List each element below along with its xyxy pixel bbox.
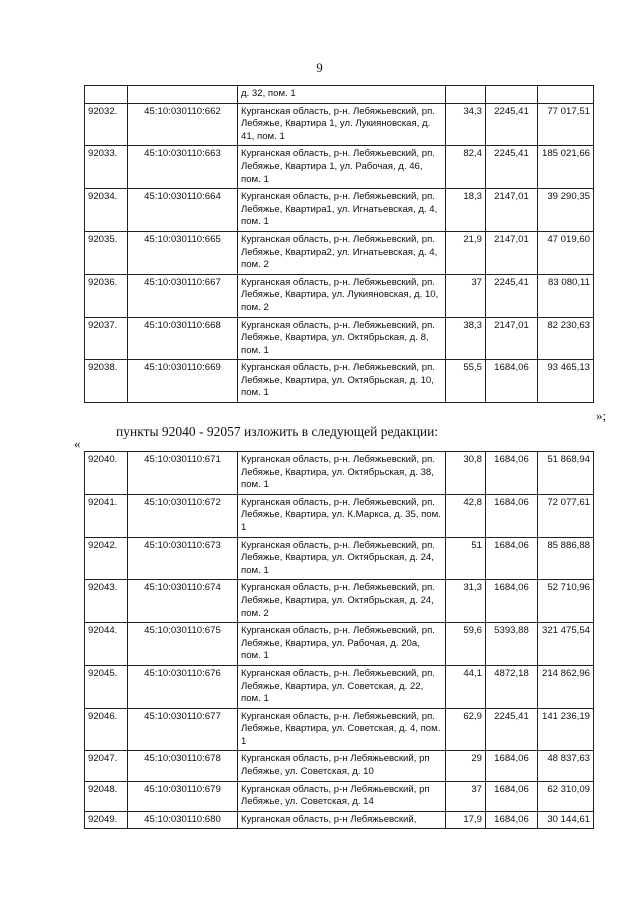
row-number-cell: 92037. — [85, 317, 128, 360]
cadastral-number-cell: 45:10:030110:673 — [128, 537, 238, 580]
table-row — [85, 781, 594, 811]
address-cell: Курганская область, р-н Лебяжьевский, рп Лебяжье, ул. Советская, д. 10 — [238, 751, 446, 781]
table-row — [85, 86, 594, 104]
specific-value-cell: 2245,41 — [486, 274, 538, 317]
table-row — [85, 708, 594, 751]
row-number-cell: 92046. — [85, 708, 128, 751]
table-row — [85, 623, 594, 666]
address-cell: Курганская область, р-н Лебяжьевский, рп Лебяжье, ул. Советская, д. 14 — [238, 781, 446, 811]
address-cell: Курганская область, р-н. Лебяжьевский, рп. Лебяжье, Квартира, ул. Лукияновская, д. 10, пом. 2 — [238, 274, 446, 317]
specific-value-cell: 5393,88 — [486, 623, 538, 666]
row-number-cell: 92042. — [85, 537, 128, 580]
address-cell: Курганская область, р-н. Лебяжьевский, рп. Лебяжье, Квартира, ул. Октябрьская, д. 8, пом. 1 — [238, 317, 446, 360]
cadastral-value-cell: 82 230,63 — [538, 317, 594, 360]
area-cell: 30,8 — [446, 452, 486, 495]
row-number-cell: 92036. — [85, 274, 128, 317]
cadastral-number-cell: 45:10:030110:664 — [128, 189, 238, 232]
address-cell: Курганская область, р-н. Лебяжьевский, рп. Лебяжье, Квартира, ул. Советская, д. 22, пом. 1 — [238, 665, 446, 708]
cadastral-number-cell: 45:10:030110:671 — [128, 452, 238, 495]
address-cell: Курганская область, р-н. Лебяжьевский, рп. Лебяжье, Квартира, ул. Октябрьская, д. 24, пом. 1 — [238, 537, 446, 580]
cadastral-value-cell: 72 077,61 — [538, 494, 594, 537]
cadastral-number-cell: 45:10:030110:675 — [128, 623, 238, 666]
address-cell: Курганская область, р-н. Лебяжьевский, рп. Лебяжье, Квартира 1, ул. Рабочая, д. 46, пом. 1 — [238, 146, 446, 189]
table-row — [85, 274, 594, 317]
cadastral-number-cell: 45:10:030110:663 — [128, 146, 238, 189]
cadastral-number-cell: 45:10:030110:668 — [128, 317, 238, 360]
specific-value-cell: 2245,41 — [486, 146, 538, 189]
area-cell: 34,3 — [446, 103, 486, 146]
cadastral-value-cell: 214 862,96 — [538, 665, 594, 708]
cadastral-value-cell: 52 710,96 — [538, 580, 594, 623]
table-row — [85, 751, 594, 781]
address-cell: Курганская область, р-н Лебяжьевский, — [238, 811, 446, 829]
area-cell: 42,8 — [446, 494, 486, 537]
row-number-cell: 92041. — [85, 494, 128, 537]
cadastral-value-cell: 51 868,94 — [538, 452, 594, 495]
row-number-cell: 92032. — [85, 103, 128, 146]
address-cell: Курганская область, р-н. Лебяжьевский, рп. Лебяжье, Квартира, ул. Советская, д. 4, пом. 1 — [238, 708, 446, 751]
cadastral-value-cell: 77 017,51 — [538, 103, 594, 146]
address-cell: Курганская область, р-н. Лебяжьевский, рп. Лебяжье, Квартира, ул. Октябрьская, д. 10, пом. 1 — [238, 360, 446, 403]
cadastral-number-cell: 45:10:030110:676 — [128, 665, 238, 708]
opening-quote: « — [74, 436, 81, 451]
cadastral-value-cell: 83 080,11 — [538, 274, 594, 317]
row-number-cell: 92034. — [85, 189, 128, 232]
bottom-registry-table — [84, 451, 594, 829]
cadastral-value-cell: 48 837,63 — [538, 751, 594, 781]
cadastral-value-cell: 85 886,88 — [538, 537, 594, 580]
specific-value-cell: 2147,01 — [486, 317, 538, 360]
row-number-cell: 92049. — [85, 811, 128, 829]
area-cell: 18,3 — [446, 189, 486, 232]
cadastral-number-cell: 45:10:030110:674 — [128, 580, 238, 623]
cadastral-value-cell: 62 310,09 — [538, 781, 594, 811]
amendment-instruction: пункты 92040 - 92057 изложить в следующей редакции: — [116, 424, 439, 439]
area-cell: 44,1 — [446, 665, 486, 708]
area-cell: 62,9 — [446, 708, 486, 751]
cadastral-value-cell: 321 475,54 — [538, 623, 594, 666]
specific-value-cell: 1684,06 — [486, 452, 538, 495]
area-cell: 21,9 — [446, 231, 486, 274]
cadastral-number-cell: 45:10:030110:678 — [128, 751, 238, 781]
specific-value-cell: 2147,01 — [486, 231, 538, 274]
address-cell: д. 32, пом. 1 — [238, 86, 446, 104]
specific-value-cell: 1684,06 — [486, 494, 538, 537]
closing-quote: »; — [596, 408, 607, 423]
specific-value-cell: 2147,01 — [486, 189, 538, 232]
table-row — [85, 580, 594, 623]
specific-value-cell: 4872,18 — [486, 665, 538, 708]
table-row — [85, 103, 594, 146]
table-row — [85, 494, 594, 537]
table-row — [85, 317, 594, 360]
address-cell: Курганская область, р-н. Лебяжьевский, рп. Лебяжье, Квартира 1, ул. Лукияновская, д. 41, пом. 1 — [238, 103, 446, 146]
area-cell: 59,6 — [446, 623, 486, 666]
cadastral-number-cell — [128, 86, 238, 104]
cadastral-value-cell: 141 236,19 — [538, 708, 594, 751]
cadastral-value-cell: 93 465,13 — [538, 360, 594, 403]
cadastral-value-cell: 39 290,35 — [538, 189, 594, 232]
table-row — [85, 189, 594, 232]
specific-value-cell: 2245,41 — [486, 708, 538, 751]
area-cell: 38,3 — [446, 317, 486, 360]
specific-value-cell: 1684,06 — [486, 781, 538, 811]
cadastral-number-cell: 45:10:030110:672 — [128, 494, 238, 537]
table-row — [85, 231, 594, 274]
address-cell: Курганская область, р-н. Лебяжьевский, рп. Лебяжье, Квартира, ул. Октябрьская, д. 38, пом. 1 — [238, 452, 446, 495]
row-number-cell: 92045. — [85, 665, 128, 708]
address-cell: Курганская область, р-н. Лебяжьевский, рп. Лебяжье, Квартира2, ул. Игнатьевская, д. 4, пом. 2 — [238, 231, 446, 274]
specific-value-cell: 1684,06 — [486, 811, 538, 829]
area-cell: 55,5 — [446, 360, 486, 403]
table-row — [85, 146, 594, 189]
cadastral-number-cell: 45:10:030110:679 — [128, 781, 238, 811]
cadastral-number-cell: 45:10:030110:667 — [128, 274, 238, 317]
cadastral-value-cell: 30 144,61 — [538, 811, 594, 829]
table-row — [85, 452, 594, 495]
area-cell: 17,9 — [446, 811, 486, 829]
cadastral-number-cell: 45:10:030110:665 — [128, 231, 238, 274]
cadastral-value-cell: 185 021,66 — [538, 146, 594, 189]
specific-value-cell: 1684,06 — [486, 580, 538, 623]
cadastral-number-cell: 45:10:030110:677 — [128, 708, 238, 751]
table-row — [85, 811, 594, 829]
specific-value-cell: 1684,06 — [486, 537, 538, 580]
specific-value-cell — [486, 86, 538, 104]
address-cell: Курганская область, р-н. Лебяжьевский, рп. Лебяжье, Квартира, ул. Октябрьская, д. 24, пом. 2 — [238, 580, 446, 623]
address-cell: Курганская область, р-н. Лебяжьевский, рп. Лебяжье, Квартира, ул. К.Маркса, д. 35, пом. 1 — [238, 494, 446, 537]
area-cell — [446, 86, 486, 104]
area-cell: 37 — [446, 781, 486, 811]
specific-value-cell: 1684,06 — [486, 751, 538, 781]
row-number-cell: 92047. — [85, 751, 128, 781]
area-cell: 51 — [446, 537, 486, 580]
cadastral-value-cell — [538, 86, 594, 104]
cadastral-number-cell: 45:10:030110:669 — [128, 360, 238, 403]
row-number-cell: 92033. — [85, 146, 128, 189]
cadastral-value-cell: 47 019,60 — [538, 231, 594, 274]
cadastral-number-cell: 45:10:030110:662 — [128, 103, 238, 146]
table-row — [85, 665, 594, 708]
specific-value-cell: 2245,41 — [486, 103, 538, 146]
table-row — [85, 537, 594, 580]
page-number: 9 — [316, 60, 323, 75]
address-cell: Курганская область, р-н. Лебяжьевский, рп. Лебяжье, Квартира1, ул. Игнатьевская, д. 4, пом. 1 — [238, 189, 446, 232]
area-cell: 31,3 — [446, 580, 486, 623]
cadastral-number-cell: 45:10:030110:680 — [128, 811, 238, 829]
row-number-cell: 92048. — [85, 781, 128, 811]
table-row — [85, 360, 594, 403]
area-cell: 29 — [446, 751, 486, 781]
area-cell: 37 — [446, 274, 486, 317]
row-number-cell: 92044. — [85, 623, 128, 666]
address-cell: Курганская область, р-н. Лебяжьевский, рп. Лебяжье, Квартира, ул. Рабочая, д. 20а, пом. 1 — [238, 623, 446, 666]
row-number-cell: 92040. — [85, 452, 128, 495]
row-number-cell — [85, 86, 128, 104]
row-number-cell: 92035. — [85, 231, 128, 274]
row-number-cell: 92043. — [85, 580, 128, 623]
area-cell: 82,4 — [446, 146, 486, 189]
specific-value-cell: 1684,06 — [486, 360, 538, 403]
top-registry-table — [84, 85, 594, 403]
row-number-cell: 92038. — [85, 360, 128, 403]
